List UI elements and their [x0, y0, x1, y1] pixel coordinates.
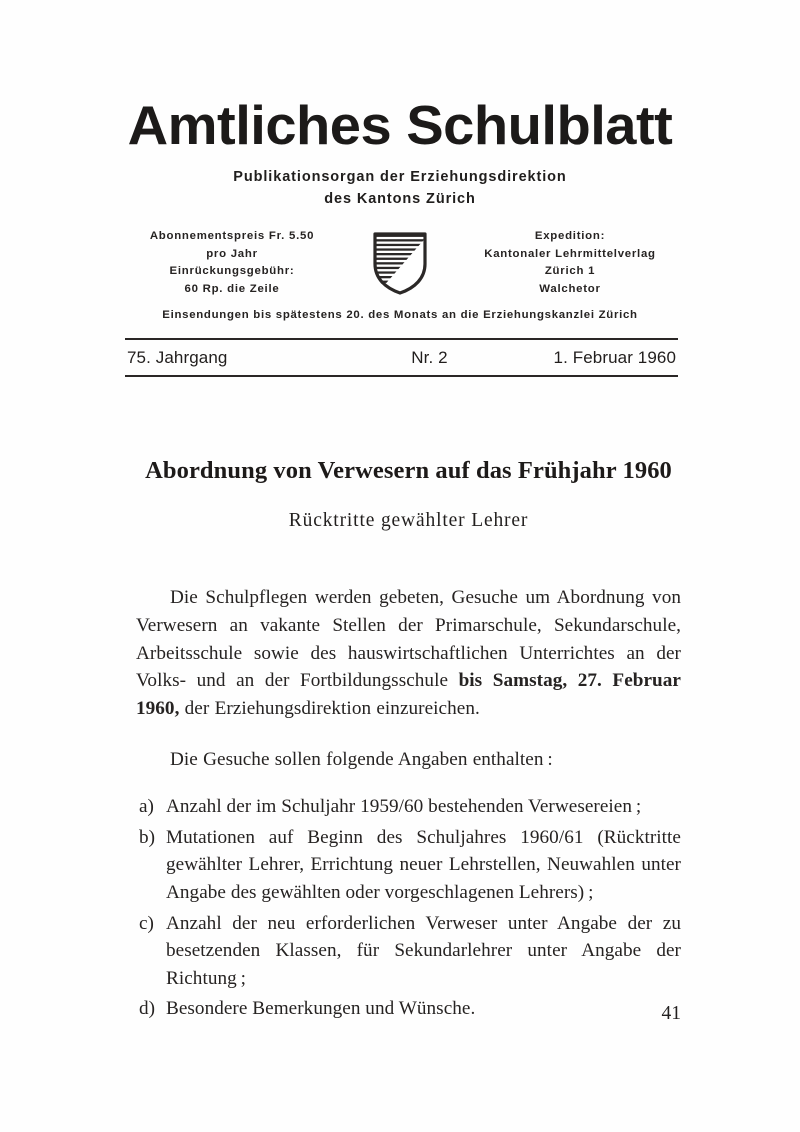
- lead-deadline-bold: bis Samstag, 27. Februar 1960,: [136, 670, 681, 719]
- expedition-publisher: Kantonaler Lehrmittelverlag: [484, 247, 656, 260]
- subscription-info: [126, 228, 338, 298]
- masthead-info-block: [126, 228, 678, 298]
- issue-row: [125, 340, 678, 375]
- masthead-subtitle-line-2: des Kantons Zürich: [324, 191, 476, 207]
- zurich-coat-of-arms-icon: [371, 230, 429, 296]
- masthead: [118, 96, 682, 210]
- article: [136, 440, 681, 1023]
- lead-text-part-1: Die Schulpflegen werden gebeten, Gesuche um Abordnung von Verwesern an vakante Stellen der Primarschule, Sekundarschule, Arbeitsschule sowie des hauswirtschaftlichen Unterrichtes an der Volks- und an der Fortbildungsschule: [136, 587, 681, 692]
- list-item: [136, 910, 681, 993]
- expedition-info: [462, 228, 678, 298]
- article-lead-paragraph: [136, 584, 681, 722]
- list-item-marker: d): [139, 998, 155, 1020]
- list-item-text: Besondere Bemerkungen und Wünsche.: [166, 998, 476, 1020]
- article-subtitle: Rücktritte gewählter Lehrer: [288, 510, 529, 532]
- insertion-fee-rate: 60 Rp. die Zeile: [184, 282, 280, 295]
- article-title: Abordnung von Verwesern auf das Frühjahr 1960: [145, 457, 672, 485]
- subscription-price: Abonnementspreis Fr. 5.50: [149, 230, 315, 242]
- page-number: 41: [661, 1003, 681, 1024]
- masthead-subtitle-line-1: Publikationsorgan der Erziehungsdirektion: [233, 169, 567, 185]
- list-item-text: Mutationen auf Beginn des Schuljahres 1960/61 (Rücktritte gewählter Lehrer, Errichtung neuer Lehrstellen, Neuwahlen unter Angabe des gewählten oder vorgeschlagenen Lehrers) ;: [166, 826, 681, 903]
- list-item-marker: b): [139, 826, 155, 848]
- subscription-period: pro Jahr: [206, 247, 258, 260]
- submission-notice: Einsendungen bis spätestens 20. des Monats an die Erziehungskanzlei Zürich: [162, 309, 638, 321]
- requirements-list: [136, 793, 681, 1023]
- insertion-fee-label: Einrückungsgebühr:: [169, 265, 295, 277]
- expedition-city: Zürich 1: [544, 265, 596, 277]
- issue-date: 1. Februar 1960: [553, 348, 676, 368]
- lead-text-part-2: der Erziehungsdirektion einzureichen.: [179, 697, 480, 719]
- crest-container: [367, 228, 433, 296]
- list-item-marker: a): [139, 796, 154, 818]
- issue-rule-bottom: [125, 375, 678, 377]
- list-item-marker: c): [139, 912, 154, 934]
- publication-title: Amtliches Schulblatt: [127, 94, 673, 156]
- list-item-text: Anzahl der im Schuljahr 1959/60 bestehenden Verwesereien ;: [166, 796, 642, 818]
- issue-bar: [125, 338, 678, 377]
- list-item: [136, 824, 681, 907]
- expedition-address: Walchetor: [539, 282, 601, 295]
- issue-volume: 75. Jahrgang: [127, 348, 228, 368]
- list-item: [136, 793, 681, 821]
- masthead-subtitle: [118, 166, 682, 210]
- list-intro-paragraph: Die Gesuche sollen folgende Angaben enthalten :: [170, 749, 553, 771]
- issue-number: Nr. 2: [411, 348, 448, 368]
- list-item-text: Anzahl der neu erforderlichen Verweser unter Angabe der zu besetzenden Klassen, für Sekundarlehrer unter Angabe der Richtung ;: [166, 912, 681, 989]
- expedition-label: Expedition:: [534, 230, 606, 242]
